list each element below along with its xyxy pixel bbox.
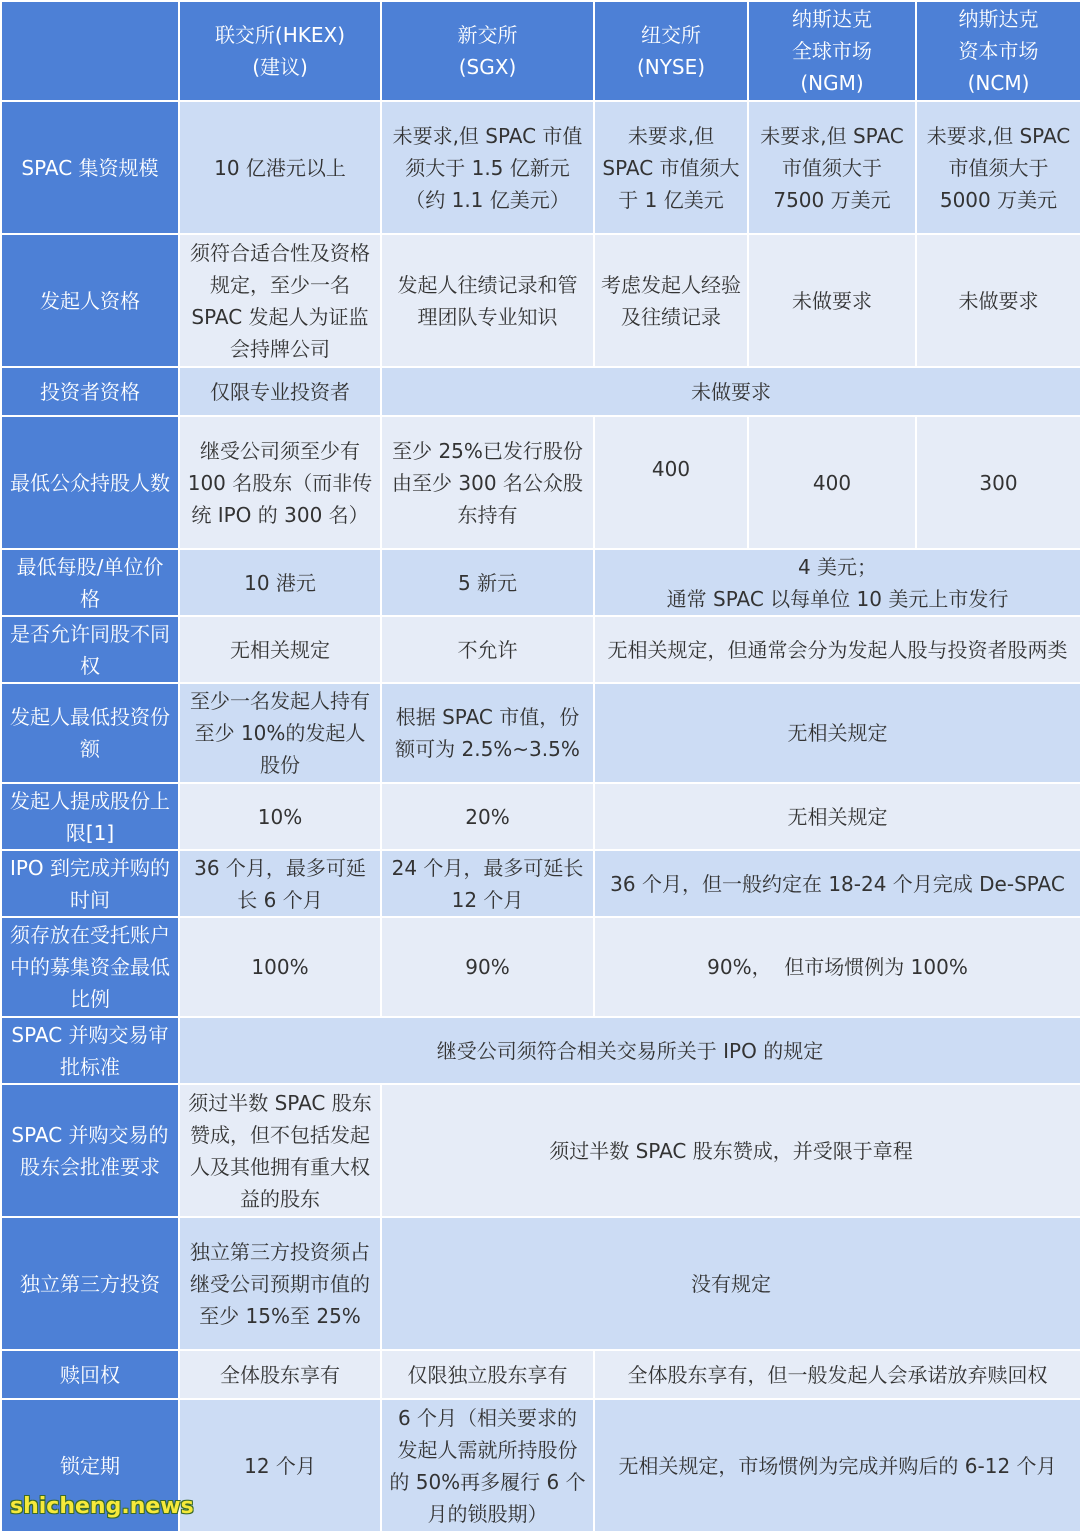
cell-holders-ngm: 400 [748, 416, 916, 549]
cell-trust-us: 90%， 但市场惯例为 100% [594, 917, 1080, 1017]
row-approval [1, 1017, 1080, 1084]
cell-scale-ngm: 未要求,但 SPAC 市值须大于 7500 万美元 [748, 101, 916, 234]
cell-trust-sgx: 90% [381, 917, 594, 1017]
col-header-nyse: 纽交所 (NYSE) [594, 1, 748, 101]
row-label-redemption: 赎回权 [1, 1350, 179, 1399]
cell-min-invest-sgx: 根据 SPAC 市值，份额可为 2.5%~3.5% [381, 683, 594, 783]
cell-approval-all: 继受公司须符合相关交易所关于 IPO 的规定 [179, 1017, 1080, 1084]
col-header-ncm: 纳斯达克 资本市场 (NCM) [916, 1, 1080, 101]
cell-holders-sgx: 至少 25%已发行股份由至少 300 名公众股东持有 [381, 416, 594, 549]
cell-lockup-us: 无相关规定，市场惯例为完成并购后的 6-12 个月 [594, 1399, 1080, 1532]
cell-holders-ncm: 300 [916, 416, 1080, 549]
col-header-ngm: 纳斯达克 全球市场 (NGM) [748, 1, 916, 101]
cell-deadline-sgx: 24 个月，最多可延长 12 个月 [381, 850, 594, 917]
cell-redemption-hkex: 全体股东享有 [179, 1350, 381, 1399]
cell-pipe-hkex: 独立第三方投资须占继受公司预期市值的至少 15%至 25% [179, 1217, 381, 1350]
row-promote [1, 783, 1080, 850]
row-shares [1, 616, 1080, 683]
cell-holders-hkex: 继受公司须至少有 100 名股东（而非传统 IPO 的 300 名） [179, 416, 381, 549]
cell-min-invest-us: 无相关规定 [594, 683, 1080, 783]
cell-promote-sgx: 20% [381, 783, 594, 850]
cell-sponsor-ngm: 未做要求 [748, 234, 916, 367]
row-label-pipe: 独立第三方投资 [1, 1217, 179, 1350]
row-label-price: 最低每股/单位价格 [1, 549, 179, 616]
cell-pipe-others: 没有规定 [381, 1217, 1080, 1350]
cell-scale-nyse: 未要求,但 SPAC 市值须大于 1 亿美元 [594, 101, 748, 234]
cell-sponsor-ncm: 未做要求 [916, 234, 1080, 367]
cell-price-sgx: 5 新元 [381, 549, 594, 616]
row-label-promote: 发起人提成股份上限[1] [1, 783, 179, 850]
row-scale [1, 101, 1080, 234]
cell-scale-hkex: 10 亿港元以上 [179, 101, 381, 234]
cell-scale-sgx: 未要求,但 SPAC 市值须大于 1.5 亿新元（约 1.1 亿美元） [381, 101, 594, 234]
row-holders [1, 416, 1080, 549]
cell-investor-hkex: 仅限专业投资者 [179, 367, 381, 416]
cell-vote-hkex: 须过半数 SPAC 股东赞成，但不包括发起人及其他拥有重大权益的股东 [179, 1084, 381, 1217]
corner-cell [1, 1, 179, 101]
col-header-hkex: 联交所(HKEX) (建议) [179, 1, 381, 101]
row-label-holders: 最低公众持股人数 [1, 416, 179, 549]
row-price [1, 549, 1080, 616]
cell-promote-us: 无相关规定 [594, 783, 1080, 850]
cell-investor-others: 未做要求 [381, 367, 1080, 416]
cell-holders-nyse: 400 [594, 416, 748, 549]
cell-sponsor-hkex: 须符合适合性及资格规定，至少一名 SPAC 发起人为证监会持牌公司 [179, 234, 381, 367]
col-header-sgx: 新交所 (SGX) [381, 1, 594, 101]
row-label-trust: 须存放在受托账户中的募集资金最低比例 [1, 917, 179, 1017]
row-label-vote: SPAC 并购交易的股东会批准要求 [1, 1084, 179, 1217]
row-label-sponsor: 发起人资格 [1, 234, 179, 367]
row-pipe [1, 1217, 1080, 1350]
cell-redemption-sgx: 仅限独立股东享有 [381, 1350, 594, 1399]
cell-vote-others: 须过半数 SPAC 股东赞成，并受限于章程 [381, 1084, 1080, 1217]
row-label-lockup: 锁定期 [1, 1399, 179, 1532]
row-deadline [1, 850, 1080, 917]
row-investor [1, 367, 1080, 416]
row-label-min-invest: 发起人最低投资份额 [1, 683, 179, 783]
cell-trust-hkex: 100% [179, 917, 381, 1017]
row-label-scale: SPAC 集资规模 [1, 101, 179, 234]
row-min-invest [1, 683, 1080, 783]
row-redemption [1, 1350, 1080, 1399]
cell-deadline-hkex: 36 个月，最多可延长 6 个月 [179, 850, 381, 917]
watermark-logo: shicheng.news [10, 1494, 194, 1519]
cell-price-hkex: 10 港元 [179, 549, 381, 616]
row-label-investor: 投资者资格 [1, 367, 179, 416]
cell-price-us: 4 美元； 通常 SPAC 以每单位 10 美元上市发行 [594, 549, 1080, 616]
cell-sponsor-nyse: 考虑发起人经验及往绩记录 [594, 234, 748, 367]
cell-sponsor-sgx: 发起人往绩记录和管理团队专业知识 [381, 234, 594, 367]
cell-shares-us: 无相关规定，但通常会分为发起人股与投资者股两类 [594, 616, 1080, 683]
row-trust [1, 917, 1080, 1017]
row-vote [1, 1084, 1080, 1217]
row-sponsor [1, 234, 1080, 367]
row-label-deadline: IPO 到完成并购的时间 [1, 850, 179, 917]
cell-scale-ncm: 未要求,但 SPAC 市值须大于 5000 万美元 [916, 101, 1080, 234]
header-row [1, 1, 1080, 101]
cell-shares-sgx: 不允许 [381, 616, 594, 683]
row-label-approval: SPAC 并购交易审批标准 [1, 1017, 179, 1084]
row-label-shares: 是否允许同股不同权 [1, 616, 179, 683]
cell-redemption-us: 全体股东享有，但一般发起人会承诺放弃赎回权 [594, 1350, 1080, 1399]
cell-deadline-us: 36 个月，但一般约定在 18-24 个月完成 De-SPAC [594, 850, 1080, 917]
cell-shares-hkex: 无相关规定 [179, 616, 381, 683]
cell-lockup-hkex: 12 个月 [179, 1399, 381, 1532]
cell-lockup-sgx: 6 个月（相关要求的发起人需就所持股份的 50%再多履行 6 个月的锁股期） [381, 1399, 594, 1532]
cell-min-invest-hkex: 至少一名发起人持有至少 10%的发起人股份 [179, 683, 381, 783]
cell-promote-hkex: 10% [179, 783, 381, 850]
